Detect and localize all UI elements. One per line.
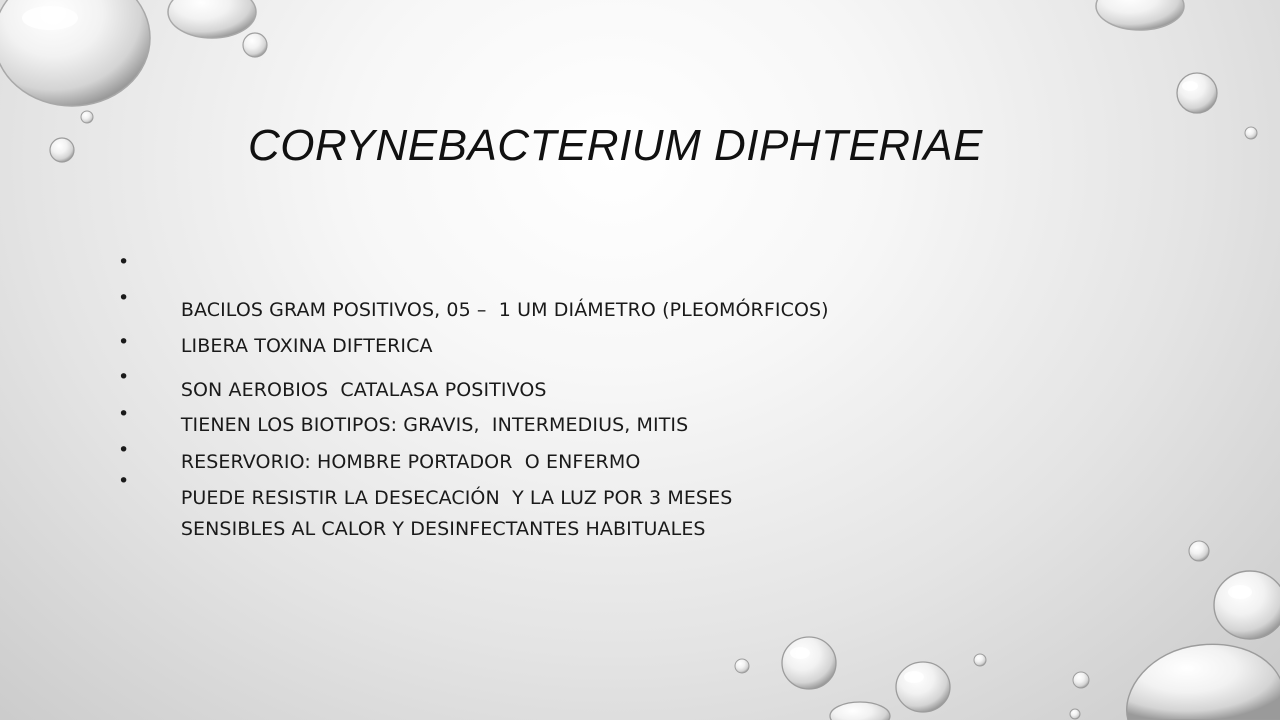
drop — [1177, 73, 1217, 113]
bullet-text: SENSIBLES AL CALOR Y DESINFECTANTES HABITUALES — [180, 518, 706, 540]
bullet-marker: • — [118, 470, 130, 492]
drop — [81, 111, 93, 123]
drop — [1096, 0, 1184, 30]
drop — [243, 33, 267, 57]
bullet-text: RESERVORIO: HOMBRE PORTADOR O ENFERMO — [180, 451, 641, 473]
bullet-marker: • — [118, 403, 130, 425]
drop — [1073, 672, 1089, 688]
drop — [1127, 644, 1280, 720]
bullet-text: SON AEROBIOS CATALASA POSITIVOS — [180, 379, 547, 401]
bullet-item — [118, 469, 706, 565]
slide-title: CORYNEBACTERIUM DIPHTERIAE — [248, 121, 984, 170]
drop — [1214, 571, 1280, 639]
drop — [0, 0, 150, 106]
drop — [1070, 709, 1080, 719]
bullet-marker: • — [118, 366, 130, 388]
drop — [830, 702, 890, 720]
drop — [974, 654, 986, 666]
bullet-marker: • — [118, 331, 130, 353]
bullet-text: TIENEN LOS BIOTIPOS: GRAVIS, INTERMEDIUS, MITIS — [180, 414, 689, 436]
drop — [168, 0, 256, 38]
bullet-marker: • — [118, 287, 130, 309]
drop — [50, 138, 74, 162]
bullet-text: PUEDE RESISTIR LA DESECACIÓN Y LA LUZ POR 3 MESES — [180, 487, 733, 509]
drop — [735, 659, 749, 673]
bullet-marker: • — [118, 251, 130, 273]
bullet-text: BACILOS GRAM POSITIVOS, 05 – 1 UM DIÁMETRO (PLEOMÓRFICOS) — [180, 299, 829, 321]
drop — [782, 637, 836, 689]
drop — [896, 662, 950, 712]
drop — [1189, 541, 1209, 561]
bullet-marker: • — [118, 439, 130, 461]
drop — [1245, 127, 1257, 139]
bullet-text: LIBERA TOXINA DIFTERICA — [180, 335, 433, 357]
